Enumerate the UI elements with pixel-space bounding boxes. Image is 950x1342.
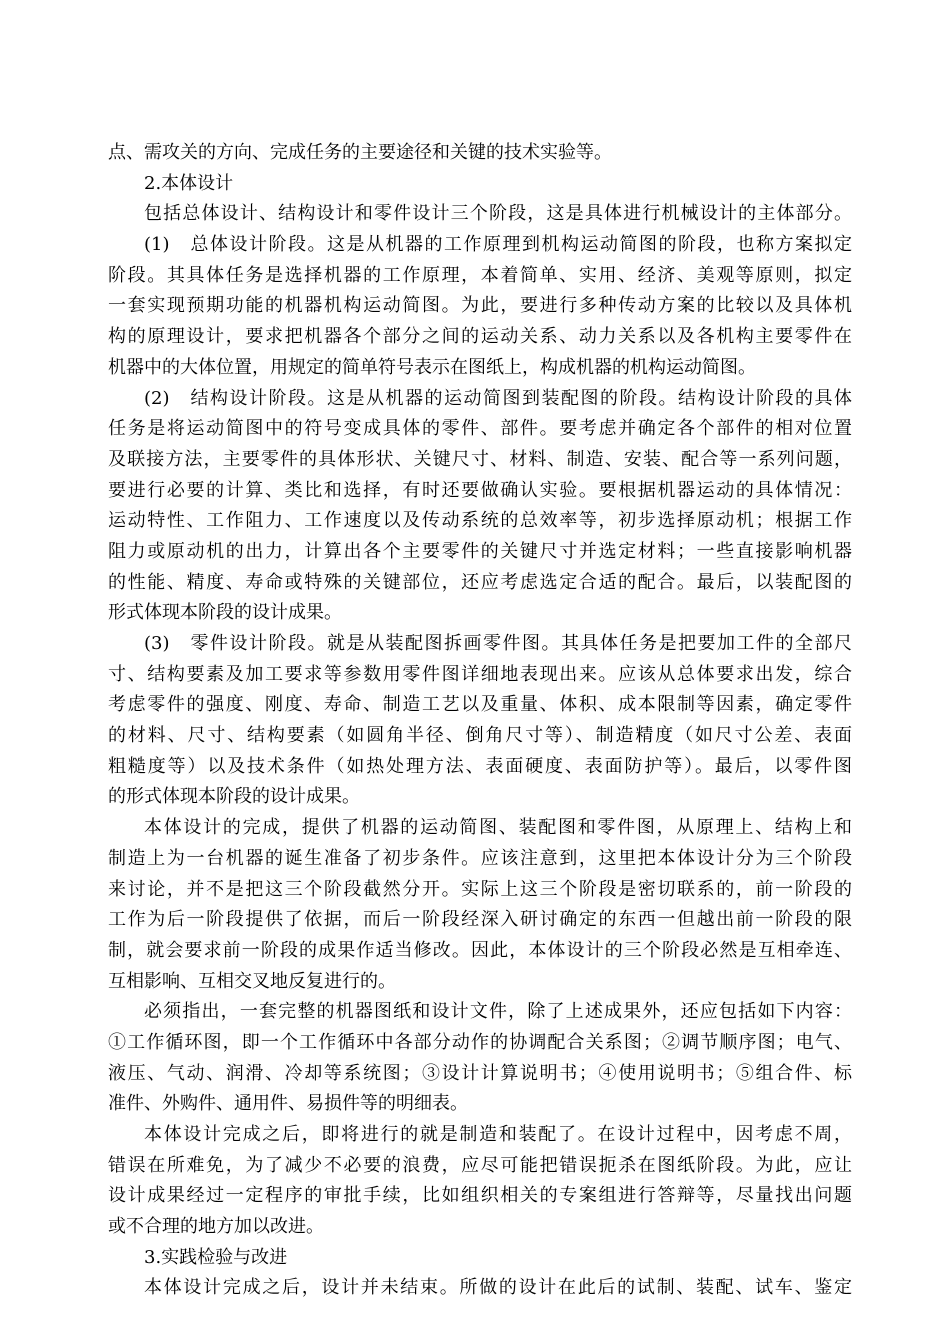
text-line: 本体设计完成之后，即将进行的就是制造和装配了。在设计过程中，因考虑不周， [144, 1124, 852, 1145]
text-line: 本体设计完成之后，设计并未结束。所做的设计在此后的试制、装配、试车、鉴定 [144, 1277, 852, 1299]
text-line: 的性能、精度、寿命或特殊的关键部位，还应考虑选定合适的配合。最后，以装配图的 [108, 571, 852, 593]
text-line: 阻力或原动机的出力，计算出各个主要零件的关键尺寸并选定材料；一些直接影响机器 [108, 540, 852, 562]
text-line: 包括总体设计、结构设计和零件设计三个阶段，这是具体进行机械设计的主体部分。 [144, 203, 852, 225]
text-line: 必须指出，一套完整的机器图纸和设计文件，除了上述成果外，还应包括如下内容： [144, 1001, 852, 1023]
text-line: (2) 结构设计阶段。这是从机器的运动简图到装配图的阶段。结构设计阶段的具体 [144, 387, 852, 409]
text-line: 或不合理的地方加以改进。 [108, 1216, 324, 1238]
text-line: 错误在所难免，为了减少不必要的浪费，应尽可能把错误扼杀在图纸阶段。为此，应让 [108, 1154, 852, 1176]
text-line: 运动特性、工作阻力、工作速度以及传动系统的总效率等，初步选择原动机；根据工作 [108, 510, 852, 532]
text-line: 制造上为一台机器的诞生准备了初步条件。应该注意到，这里把本体设计分为三个阶段 [108, 847, 852, 869]
text-line: 一套实现预期功能的机器机构运动简图。为此，要进行多种传动方案的比较以及具体机 [108, 295, 852, 317]
text-line: 3.实践检验与改进 [144, 1246, 288, 1268]
text-line: (3) 零件设计阶段。就是从装配图拆画零件图。其具体任务是把要加工件的全部尺 [144, 633, 852, 654]
text-line: 的材料、尺寸、结构要素（如圆角半径、倒角尺寸等）、制造精度（如尺寸公差、表面 [108, 725, 852, 747]
text-line: 粗糙度等）以及技术条件（如热处理方法、表面硬度、表面防护等）。最后，以零件图 [108, 755, 852, 777]
text-line: ①工作循环图，即一个工作循环中各部分动作的协调配合关系图；②调节顺序图；电气、 [108, 1031, 852, 1053]
text-line: 互相影响、互相交叉地反复进行的。 [108, 970, 396, 992]
text-line: 寸、结构要素及加工要求等参数用零件图详细地表现出来。应该从总体要求出发，综合 [108, 663, 852, 685]
text-line: 机器中的大体位置，用规定的简单符号表示在图纸上，构成机器的机构运动简图。 [108, 356, 756, 378]
text-line: 本体设计的完成，提供了机器的运动简图、装配图和零件图，从原理上、结构上和 [144, 817, 852, 839]
text-line: 及联接方法，主要零件的具体形状、关键尺寸、材料、制造、安装、配合等一系列问题， [108, 448, 852, 470]
text-line: 制，就会要求前一阶段的成果作适当修改。因此，本体设计的三个阶段必然是互相牵连、 [108, 939, 852, 961]
text-line: 的形式体现本阶段的设计成果。 [108, 786, 360, 808]
text-line: 要进行必要的计算、类比和选择，有时还要做确认实验。要根据机器运动的具体情况： [108, 479, 852, 501]
text-line: 液压、气动、润滑、冷却等系统图；③设计计算说明书；④使用说明书；⑤组合件、标 [108, 1062, 852, 1084]
text-line: 阶段。其具体任务是选择机器的工作原理，本着简单、实用、经济、美观等原则，拟定 [108, 264, 852, 286]
text-line: 构的原理设计，要求把机器各个部分之间的运动关系、动力关系以及各机构主要零件在 [108, 326, 852, 348]
text-line: 任务是将运动简图中的符号变成具体的零件、部件。要考虑并确定各个部件的相对位置 [108, 418, 852, 440]
text-line: 点、需攻关的方向、完成任务的主要途径和关键的技术实验等。 [108, 142, 612, 163]
text-line: 形式体现本阶段的设计成果。 [108, 602, 342, 624]
text-line: 考虑零件的强度、刚度、寿命、制造工艺以及重量、体积、成本限制等因素，确定零件 [108, 694, 852, 716]
text-line: (1) 总体设计阶段。这是从机器的工作原理到机构运动简图的阶段，也称方案拟定 [144, 234, 852, 256]
document-page [108, 138, 852, 1304]
text-line: 准件、外购件、通用件、易损件等的明细表。 [108, 1093, 468, 1115]
text-line: 设计成果经过一定程序的审批手续，比如组织相关的专案组进行答辩等，尽量找出问题 [108, 1185, 852, 1207]
text-line: 工作为后一阶段提供了依据，而后一阶段经深入研讨确定的东西一但越出前一阶段的限 [108, 909, 852, 931]
text-line: 来讨论，并不是把这三个阶段截然分开。实际上这三个阶段是密切联系的，前一阶段的 [108, 878, 852, 900]
text-line: 2.本体设计 [144, 172, 234, 194]
